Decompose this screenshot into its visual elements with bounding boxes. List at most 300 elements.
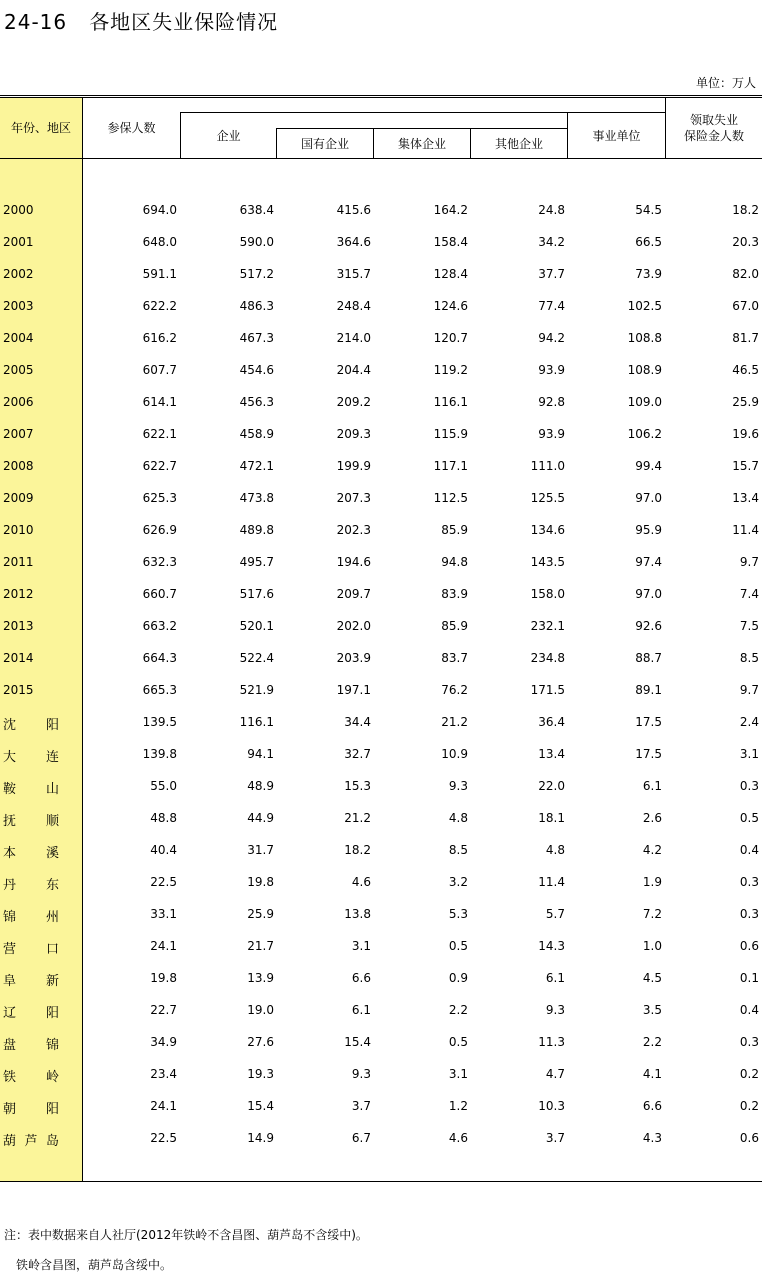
table-cell: 19.8 <box>150 971 177 985</box>
table-cell: 34.4 <box>344 715 371 729</box>
table-cell: 3.1 <box>351 939 371 953</box>
table-cell: 19.0 <box>247 1003 274 1017</box>
row-label: 2014 <box>3 651 34 665</box>
table-cell: 117.1 <box>433 459 468 473</box>
row-label <box>3 746 59 765</box>
table-cell: 663.2 <box>142 619 177 633</box>
table-row <box>0 744 762 764</box>
table-cell: 517.2 <box>239 267 274 281</box>
table-row <box>0 712 762 732</box>
table-cell: 21.7 <box>247 939 274 953</box>
table-cell: 82.0 <box>732 267 759 281</box>
table-cell: 14.9 <box>247 1131 274 1145</box>
table-cell: 134.6 <box>530 523 565 537</box>
table-cell: 0.4 <box>739 843 759 857</box>
row-label-char: 营 <box>3 942 17 957</box>
table-row <box>0 296 762 316</box>
row-label-char: 盘 <box>3 1038 17 1053</box>
table-cell: 0.2 <box>739 1099 759 1113</box>
table-cell: 139.8 <box>142 747 177 761</box>
table-cell: 4.3 <box>642 1131 662 1145</box>
row-label-char: 阳 <box>45 1102 59 1117</box>
table-cell: 520.1 <box>239 619 274 633</box>
row-label-char: 抚 <box>3 814 17 829</box>
table-cell: 6.6 <box>642 1099 662 1113</box>
table-cell: 495.7 <box>239 555 274 569</box>
table-row <box>0 616 762 636</box>
row-label <box>3 842 59 861</box>
table-cell: 7.4 <box>739 587 759 601</box>
table-cell: 116.1 <box>433 395 468 409</box>
table-cell: 4.8 <box>448 811 468 825</box>
table-row <box>0 520 762 540</box>
table-cell: 590.0 <box>239 235 274 249</box>
table-cell: 7.5 <box>739 619 759 633</box>
table-cell: 638.4 <box>239 203 274 217</box>
row-label <box>3 938 59 957</box>
row-label <box>3 906 59 925</box>
table-cell: 139.5 <box>142 715 177 729</box>
table-row <box>0 392 762 412</box>
row-label-char: 顺 <box>45 814 59 829</box>
table-cell: 6.1 <box>642 779 662 793</box>
table-cell: 664.3 <box>142 651 177 665</box>
row-label-char: 锦 <box>3 910 17 925</box>
table-cell: 22.5 <box>150 1131 177 1145</box>
table-cell: 473.8 <box>239 491 274 505</box>
table-row <box>0 776 762 796</box>
table-cell: 0.5 <box>739 811 759 825</box>
table-row <box>0 680 762 700</box>
table-cell: 97.0 <box>635 587 662 601</box>
row-label-char: 芦 <box>24 1134 38 1149</box>
table-cell: 11.4 <box>732 523 759 537</box>
table-cell: 15.4 <box>247 1099 274 1113</box>
row-label-char: 阳 <box>45 1006 59 1021</box>
table-row <box>0 1064 762 1084</box>
table-cell: 458.9 <box>239 427 274 441</box>
table-cell: 21.2 <box>441 715 468 729</box>
table-cell: 8.5 <box>448 843 468 857</box>
table-row <box>0 840 762 860</box>
table-cell: 4.6 <box>351 875 371 889</box>
table-top-rule <box>0 95 762 96</box>
table-cell: 517.6 <box>239 587 274 601</box>
table-cell: 4.2 <box>642 843 662 857</box>
table-cell: 4.7 <box>545 1067 565 1081</box>
table-cell: 25.9 <box>247 907 274 921</box>
table-cell: 36.4 <box>538 715 565 729</box>
row-label: 2009 <box>3 491 34 505</box>
table-cell: 5.3 <box>448 907 468 921</box>
table-cell: 0.6 <box>739 1131 759 1145</box>
table-cell: 11.4 <box>538 875 565 889</box>
table-cell: 55.0 <box>150 779 177 793</box>
table-cell: 4.8 <box>545 843 565 857</box>
table-cell: 626.9 <box>142 523 177 537</box>
table-cell: 18.2 <box>732 203 759 217</box>
table-cell: 194.6 <box>336 555 371 569</box>
table-cell: 115.9 <box>433 427 468 441</box>
table-cell: 415.6 <box>336 203 371 217</box>
table-cell: 1.9 <box>642 875 662 889</box>
table-row <box>0 1000 762 1020</box>
table-cell: 1.0 <box>642 939 662 953</box>
row-label-char: 山 <box>45 782 59 797</box>
table-cell: 116.1 <box>239 715 274 729</box>
header-collective: 集体企业 <box>397 136 446 151</box>
table-cell: 622.1 <box>142 427 177 441</box>
row-label <box>3 1066 59 1085</box>
table-cell: 454.6 <box>239 363 274 377</box>
row-label: 2010 <box>3 523 34 537</box>
table-cell: 21.2 <box>344 811 371 825</box>
table-cell: 33.1 <box>150 907 177 921</box>
row-label: 2012 <box>3 587 34 601</box>
table-cell: 34.2 <box>538 235 565 249</box>
table-cell: 489.8 <box>239 523 274 537</box>
table-cell: 2.2 <box>642 1035 662 1049</box>
table-cell: 164.2 <box>433 203 468 217</box>
row-label-char: 溪 <box>45 846 59 861</box>
table-cell: 48.8 <box>150 811 177 825</box>
table-cell: 83.9 <box>441 587 468 601</box>
table-cell: 209.7 <box>336 587 371 601</box>
table-cell: 3.7 <box>351 1099 371 1113</box>
table-cell: 7.2 <box>642 907 662 921</box>
table-cell: 92.6 <box>635 619 662 633</box>
table-cell: 0.3 <box>739 875 759 889</box>
header-year-region: 年份、地区 <box>10 121 71 135</box>
row-label: 2004 <box>3 331 34 345</box>
table-cell: 22.5 <box>150 875 177 889</box>
table-row <box>0 424 762 444</box>
table-cell: 24.1 <box>150 1099 177 1113</box>
table-cell: 616.2 <box>142 331 177 345</box>
table-cell: 67.0 <box>732 299 759 313</box>
row-label: 2007 <box>3 427 34 441</box>
table-cell: 3.1 <box>739 747 759 761</box>
table-cell: 23.4 <box>150 1067 177 1081</box>
table-cell: 9.3 <box>351 1067 371 1081</box>
row-label-char: 葫 <box>3 1134 17 1149</box>
table-cell: 99.4 <box>635 459 662 473</box>
table-cell: 9.3 <box>545 1003 565 1017</box>
header-state-owned: 国有企业 <box>300 136 349 151</box>
table-cell: 9.3 <box>448 779 468 793</box>
table-cell: 632.3 <box>142 555 177 569</box>
table-cell: 199.9 <box>336 459 371 473</box>
row-label: 2005 <box>3 363 34 377</box>
table-cell: 25.9 <box>732 395 759 409</box>
table-cell: 24.8 <box>538 203 565 217</box>
row-label-char: 东 <box>45 878 59 893</box>
row-label <box>3 810 59 829</box>
row-label-char: 阳 <box>45 718 59 733</box>
table-row <box>0 968 762 988</box>
row-label-char: 岭 <box>45 1070 59 1085</box>
table-cell: 11.3 <box>538 1035 565 1049</box>
row-label-char: 阜 <box>3 974 17 989</box>
table-cell: 44.9 <box>247 811 274 825</box>
table-cell: 2.2 <box>448 1003 468 1017</box>
table-cell: 10.3 <box>538 1099 565 1113</box>
table-cell: 607.7 <box>142 363 177 377</box>
table-cell: 456.3 <box>239 395 274 409</box>
table-cell: 19.3 <box>247 1067 274 1081</box>
table-cell: 3.2 <box>448 875 468 889</box>
table-cell: 207.3 <box>336 491 371 505</box>
header-benefit-line1: 领取失业 <box>689 113 738 127</box>
table-row <box>0 1032 762 1052</box>
table-cell: 202.0 <box>336 619 371 633</box>
table-cell: 158.0 <box>530 587 565 601</box>
table-cell: 92.8 <box>538 395 565 409</box>
table-cell: 94.1 <box>247 747 274 761</box>
table-row <box>0 872 762 892</box>
row-label <box>3 714 59 733</box>
table-bottom-rule <box>0 1181 762 1182</box>
table-cell: 34.9 <box>150 1035 177 1049</box>
table-cell: 24.1 <box>150 939 177 953</box>
table-cell: 37.7 <box>538 267 565 281</box>
table-cell: 0.1 <box>739 971 759 985</box>
row-label: 2000 <box>3 203 34 217</box>
table-cell: 209.2 <box>336 395 371 409</box>
row-label-char: 铁 <box>3 1070 17 1085</box>
table-cell: 9.7 <box>739 555 759 569</box>
table-cell: 158.4 <box>433 235 468 249</box>
table-cell: 6.1 <box>351 1003 371 1017</box>
table-cell: 102.5 <box>627 299 662 313</box>
table-cell: 0.9 <box>448 971 468 985</box>
table-cell: 13.4 <box>538 747 565 761</box>
table-cell: 73.9 <box>635 267 662 281</box>
table-row <box>0 328 762 348</box>
row-label <box>3 1130 59 1149</box>
table-cell: 6.7 <box>351 1131 371 1145</box>
table-cell: 119.2 <box>433 363 468 377</box>
table-cell: 472.1 <box>239 459 274 473</box>
header-bottom-rule <box>0 158 762 159</box>
header-enterprise: 企业 <box>216 128 241 143</box>
table-cell: 521.9 <box>239 683 274 697</box>
row-label <box>3 1098 59 1117</box>
table-cell: 4.6 <box>448 1131 468 1145</box>
header-benefit-recipients <box>666 98 762 158</box>
table-row <box>0 808 762 828</box>
table-cell: 648.0 <box>142 235 177 249</box>
table-cell: 8.5 <box>739 651 759 665</box>
table-cell: 5.7 <box>545 907 565 921</box>
table-cell: 15.4 <box>344 1035 371 1049</box>
table-cell: 522.4 <box>239 651 274 665</box>
table-cell: 0.2 <box>739 1067 759 1081</box>
row-label-char: 口 <box>45 942 59 957</box>
table-cell: 364.6 <box>336 235 371 249</box>
row-label <box>3 1002 59 1021</box>
row-label-char: 沈 <box>3 718 17 733</box>
table-cell: 17.5 <box>635 715 662 729</box>
header-benefit-line2: 保险金人数 <box>683 129 744 143</box>
row-label-char: 辽 <box>3 1006 17 1021</box>
table-cell: 13.8 <box>344 907 371 921</box>
table-cell: 1.2 <box>448 1099 468 1113</box>
row-label-char: 岛 <box>45 1134 59 1149</box>
table-cell: 9.7 <box>739 683 759 697</box>
row-label-char: 朝 <box>3 1102 17 1117</box>
footnote-1: 注：表中数据来自人社厅(2012年铁岭不含昌图、葫芦岛不含绥中)。 <box>4 1228 368 1242</box>
table-cell: 32.7 <box>344 747 371 761</box>
table-cell: 197.1 <box>336 683 371 697</box>
row-label <box>3 1034 59 1053</box>
table-cell: 40.4 <box>150 843 177 857</box>
table-cell: 76.2 <box>441 683 468 697</box>
table-cell: 0.5 <box>448 939 468 953</box>
table-cell: 108.8 <box>627 331 662 345</box>
page-title: 24-16 各地区失业保险情况 <box>4 10 279 34</box>
table-cell: 591.1 <box>142 267 177 281</box>
row-label-char: 本 <box>3 846 17 861</box>
table-row <box>0 1096 762 1116</box>
table-cell: 3.7 <box>545 1131 565 1145</box>
table-cell: 202.3 <box>336 523 371 537</box>
table-cell: 6.1 <box>545 971 565 985</box>
header-other-enterprise: 其他企业 <box>494 136 543 151</box>
row-label-char: 州 <box>45 910 59 925</box>
table-cell: 46.5 <box>732 363 759 377</box>
table-row <box>0 488 762 508</box>
table-cell: 85.9 <box>441 523 468 537</box>
row-label: 2013 <box>3 619 34 633</box>
table-cell: 15.3 <box>344 779 371 793</box>
table-cell: 14.3 <box>538 939 565 953</box>
table-row <box>0 552 762 572</box>
table-cell: 209.3 <box>336 427 371 441</box>
row-label: 2003 <box>3 299 34 313</box>
table-row <box>0 360 762 380</box>
table-cell: 0.3 <box>739 779 759 793</box>
table-cell: 315.7 <box>336 267 371 281</box>
row-label-char: 锦 <box>45 1038 59 1053</box>
table-cell: 171.5 <box>530 683 565 697</box>
table-cell: 622.2 <box>142 299 177 313</box>
table-cell: 214.0 <box>336 331 371 345</box>
table-cell: 97.4 <box>635 555 662 569</box>
table-row <box>0 264 762 284</box>
header-public-institution: 事业单位 <box>592 128 641 143</box>
table-cell: 66.5 <box>635 235 662 249</box>
table-cell: 22.7 <box>150 1003 177 1017</box>
table-cell: 0.3 <box>739 907 759 921</box>
table-row <box>0 456 762 476</box>
row-label: 2015 <box>3 683 34 697</box>
table-cell: 18.2 <box>344 843 371 857</box>
table-cell: 0.4 <box>739 1003 759 1017</box>
table-cell: 97.0 <box>635 491 662 505</box>
table-row <box>0 584 762 604</box>
table-cell: 0.6 <box>739 939 759 953</box>
table-cell: 0.3 <box>739 1035 759 1049</box>
table-cell: 10.9 <box>441 747 468 761</box>
table-cell: 31.7 <box>247 843 274 857</box>
table-cell: 85.9 <box>441 619 468 633</box>
row-label-char: 大 <box>3 750 17 765</box>
row-label <box>3 874 59 893</box>
table-cell: 94.2 <box>538 331 565 345</box>
table-cell: 13.4 <box>732 491 759 505</box>
table-cell: 112.5 <box>433 491 468 505</box>
row-label-char: 新 <box>45 974 59 989</box>
row-label <box>3 970 59 989</box>
row-label: 2006 <box>3 395 34 409</box>
table-cell: 18.1 <box>538 811 565 825</box>
footnote-2: 铁岭含昌图，葫芦岛含绥中。 <box>16 1258 173 1272</box>
table-cell: 204.4 <box>336 363 371 377</box>
table-cell: 108.9 <box>627 363 662 377</box>
row-label <box>3 778 59 797</box>
table-cell: 2.4 <box>739 715 759 729</box>
table-row <box>0 904 762 924</box>
table-cell: 234.8 <box>530 651 565 665</box>
table-row <box>0 936 762 956</box>
table-cell: 48.9 <box>247 779 274 793</box>
table-row <box>0 232 762 252</box>
table-cell: 660.7 <box>142 587 177 601</box>
row-label: 2011 <box>3 555 34 569</box>
table-cell: 109.0 <box>627 395 662 409</box>
table-cell: 19.8 <box>247 875 274 889</box>
header-insured: 参保人数 <box>107 121 156 135</box>
table-cell: 83.7 <box>441 651 468 665</box>
table-cell: 3.1 <box>448 1067 468 1081</box>
table-cell: 94.8 <box>441 555 468 569</box>
table-cell: 665.3 <box>142 683 177 697</box>
table-cell: 22.0 <box>538 779 565 793</box>
table-cell: 625.3 <box>142 491 177 505</box>
table-cell: 81.7 <box>732 331 759 345</box>
table-cell: 93.9 <box>538 427 565 441</box>
table-cell: 203.9 <box>336 651 371 665</box>
table-cell: 694.0 <box>142 203 177 217</box>
table-cell: 77.4 <box>538 299 565 313</box>
table-cell: 2.6 <box>642 811 662 825</box>
table-cell: 88.7 <box>635 651 662 665</box>
table-cell: 6.6 <box>351 971 371 985</box>
row-label-char: 连 <box>45 750 59 765</box>
table-cell: 124.6 <box>433 299 468 313</box>
unit-label: 单位：万人 <box>695 76 756 90</box>
table-cell: 13.9 <box>247 971 274 985</box>
table-cell: 125.5 <box>530 491 565 505</box>
table-cell: 111.0 <box>530 459 565 473</box>
table-cell: 248.4 <box>336 299 371 313</box>
table-cell: 0.5 <box>448 1035 468 1049</box>
table-cell: 467.3 <box>239 331 274 345</box>
table-cell: 128.4 <box>433 267 468 281</box>
table-cell: 20.3 <box>732 235 759 249</box>
row-label: 2001 <box>3 235 34 249</box>
table-cell: 143.5 <box>530 555 565 569</box>
table-cell: 120.7 <box>433 331 468 345</box>
table-row <box>0 1128 762 1148</box>
row-label: 2008 <box>3 459 34 473</box>
table-cell: 106.2 <box>627 427 662 441</box>
table-cell: 15.7 <box>732 459 759 473</box>
table-cell: 93.9 <box>538 363 565 377</box>
row-label-char: 鞍 <box>3 782 17 797</box>
table-row <box>0 200 762 220</box>
